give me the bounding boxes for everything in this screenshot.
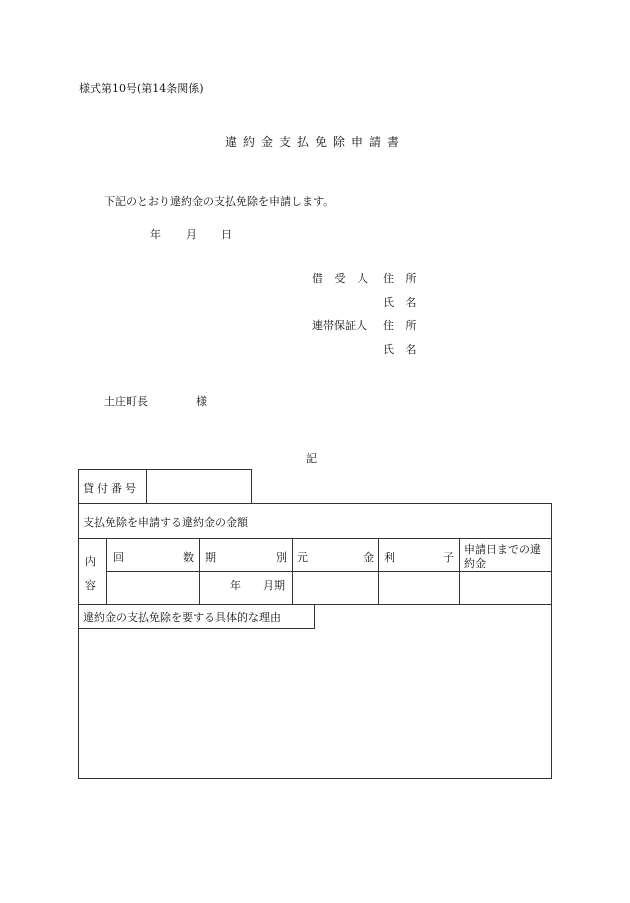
col-divider-1 [199, 538, 200, 604]
guarantor-label: 連帯保証人 [312, 319, 367, 332]
side-label-you: 容 [85, 579, 96, 592]
col-count-b: 数 [183, 551, 194, 564]
borrower-name-label: 氏 名 [383, 296, 421, 309]
loan-number-field[interactable] [147, 470, 251, 503]
addressee-name: 土庄町長 [104, 395, 148, 408]
col-interest-a: 利 [384, 551, 395, 564]
loan-number-label: 貸付番号 [83, 482, 139, 495]
col-interest-b: 子 [443, 551, 454, 564]
principal-value-field[interactable] [293, 572, 378, 604]
penalty-value-field[interactable] [460, 572, 551, 604]
borrower-address-label: 住 所 [383, 272, 421, 285]
col-penalty-line2: 約金 [464, 557, 486, 570]
date-year: 年 [150, 228, 161, 241]
amount-heading: 支払免除を申請する違約金の金額 [83, 516, 248, 529]
interest-value-field[interactable] [379, 572, 459, 604]
col-count-a: 回 [113, 551, 124, 564]
date-day: 日 [221, 228, 232, 241]
col-principal-b: 金 [363, 551, 374, 564]
intro-text: 下記のとおり違約金の支払免除を申請します。 [104, 195, 335, 208]
count-value-field[interactable] [107, 572, 199, 604]
col-penalty-line1: 申請日までの違 [464, 543, 541, 556]
col-period-b: 別 [276, 551, 287, 564]
document-title: 違約金支払免除申請書 [224, 135, 405, 149]
guarantor-name-label: 氏 名 [383, 343, 421, 356]
period-year-label: 年 [230, 579, 241, 592]
borrower-label: 借 受 人 [312, 272, 372, 285]
addressee-honorific: 様 [196, 395, 207, 408]
period-month-label: 月期 [263, 579, 285, 592]
form-number: 様式第10号(第14条関係) [79, 82, 204, 95]
row-divider-1 [78, 538, 552, 539]
col-period-a: 期 [205, 551, 216, 564]
guarantor-address-label: 住 所 [383, 319, 421, 332]
ki-mark: 記 [306, 452, 317, 465]
reason-heading: 違約金の支払免除を要する具体的な理由 [83, 611, 281, 624]
col-principal-a: 元 [297, 551, 308, 564]
side-label-naka: 内 [85, 555, 96, 568]
reason-field[interactable] [79, 630, 551, 778]
date-month: 月 [186, 228, 197, 241]
